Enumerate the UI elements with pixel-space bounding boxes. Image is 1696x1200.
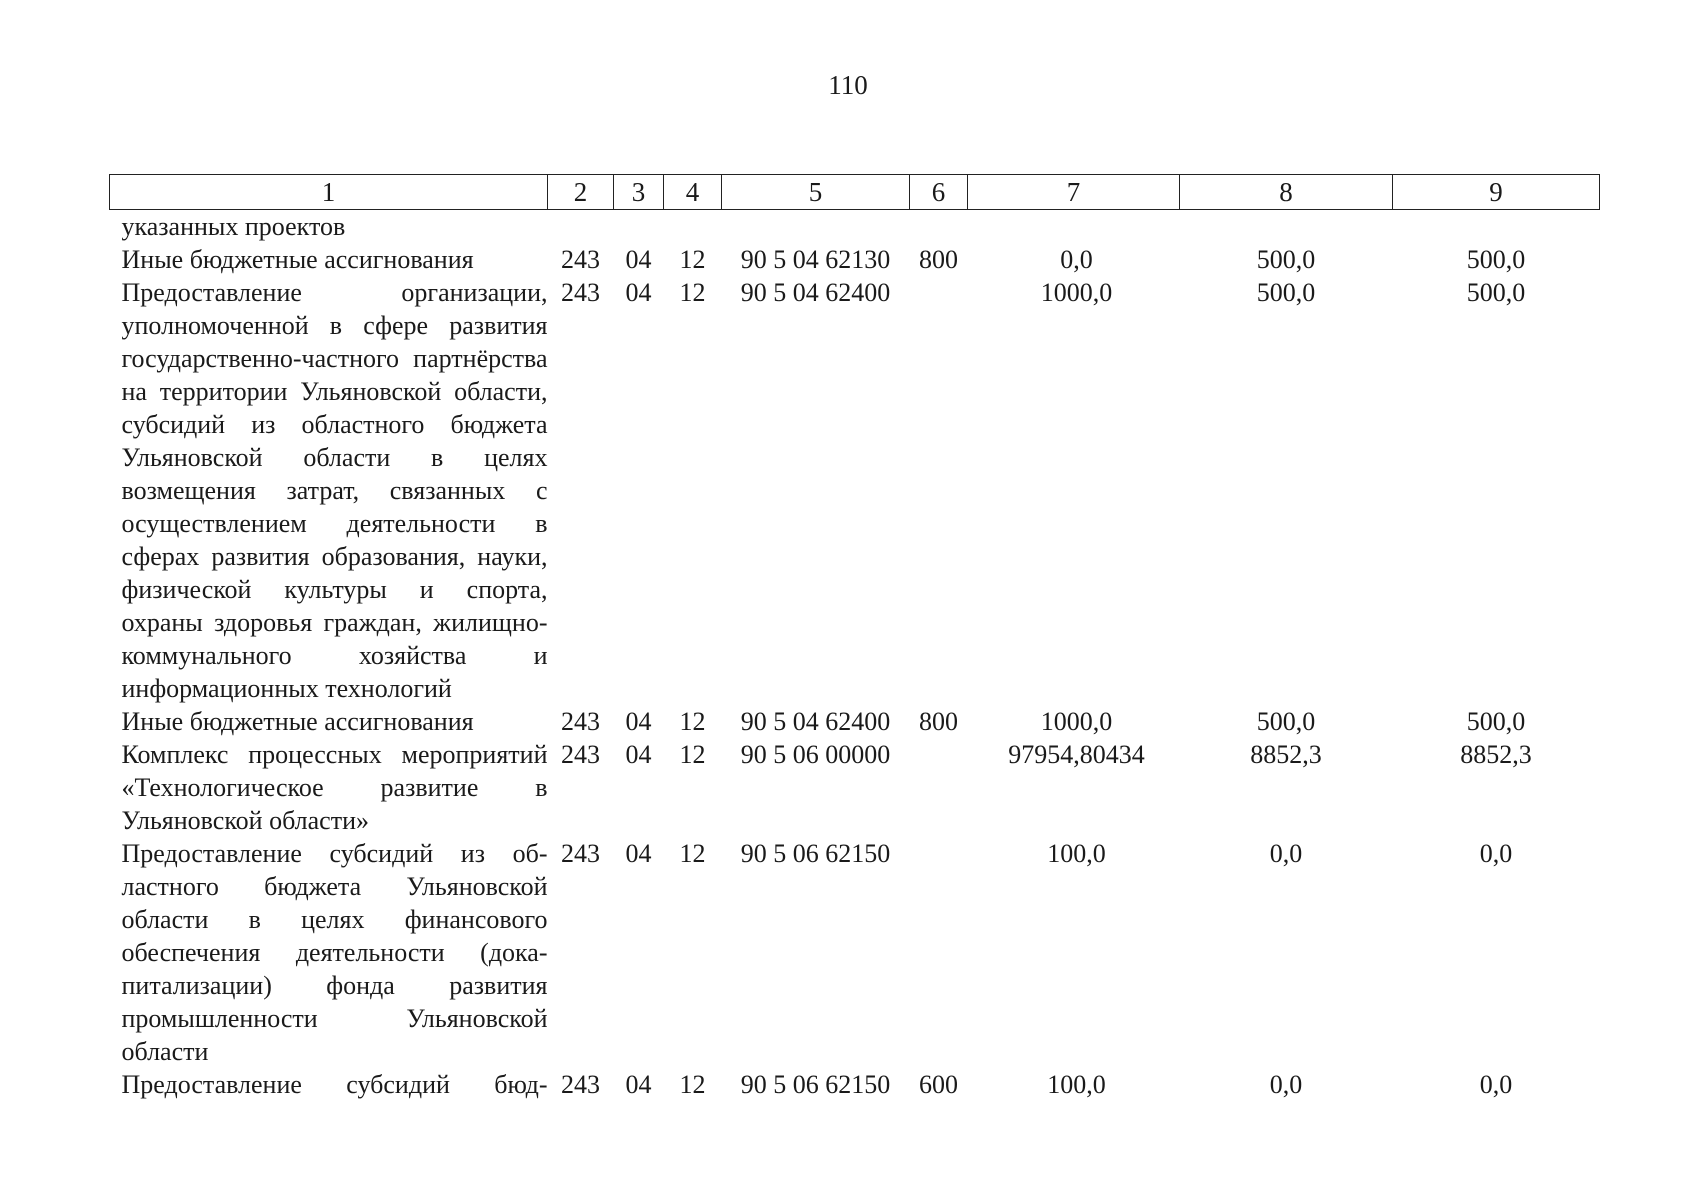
cell-col6 bbox=[910, 738, 968, 837]
cell-col8 bbox=[1180, 210, 1393, 244]
cell-col2: 243 bbox=[561, 839, 600, 868]
cell-col8: 0,0 bbox=[1269, 839, 1303, 868]
cell-col6: 800 bbox=[919, 245, 958, 274]
cell-col9: 500,0 bbox=[1466, 245, 1526, 274]
cell-col3: 04 bbox=[625, 839, 652, 868]
cell-col8: 8852,3 bbox=[1250, 740, 1322, 769]
cell-col3: 04 bbox=[625, 278, 652, 307]
column-header-1: 1 bbox=[110, 175, 548, 210]
table-body bbox=[110, 210, 1600, 1102]
cell-col3: 04 bbox=[625, 1070, 652, 1099]
column-header-8: 8 bbox=[1180, 175, 1393, 210]
header-row bbox=[110, 175, 1600, 210]
cell-col9: 500,0 bbox=[1466, 707, 1526, 736]
row-name: Предоставление организации, уполномоченной в сфере развития государственно-частного партнёрства на территории Ульяновской области, субсидий из областного бюджета Ульяновской области в целях возмещения затрат, связанных с осуществлением деятельности в сферах развития образования, науки, физической культуры и спорта, охраны здоровья граждан, жилищно-коммунального хозяйства и информационных технологий bbox=[121, 278, 548, 703]
cell-col2: 243 bbox=[561, 740, 600, 769]
table-row bbox=[110, 705, 1600, 738]
cell-col7: 100,0 bbox=[1047, 839, 1106, 868]
column-header-7: 7 bbox=[968, 175, 1180, 210]
cell-col4: 12 bbox=[679, 1070, 706, 1099]
table-row bbox=[110, 1068, 1600, 1101]
cell-col9: 0,0 bbox=[1479, 1070, 1513, 1099]
budget-table bbox=[109, 174, 1600, 1101]
page-number: 110 bbox=[828, 70, 868, 100]
cell-col7: 100,0 bbox=[1047, 1070, 1106, 1099]
cell-col5 bbox=[722, 210, 910, 244]
table-row bbox=[110, 837, 1600, 1068]
cell-col2: 243 bbox=[561, 1070, 600, 1099]
cell-col9: 8852,3 bbox=[1460, 740, 1532, 769]
table-row bbox=[110, 738, 1600, 837]
cell-col3: 04 bbox=[625, 707, 652, 736]
cell-col2: 243 bbox=[561, 245, 600, 274]
column-header-4: 4 bbox=[664, 175, 722, 210]
cell-col4 bbox=[664, 210, 722, 244]
cell-col7: 1000,0 bbox=[1040, 278, 1113, 307]
row-name: Комплекс процессных мероприятий «Технологическое развитие в Ульяновской области» bbox=[121, 740, 548, 835]
cell-col8: 500,0 bbox=[1256, 707, 1316, 736]
column-header-6: 6 bbox=[910, 175, 968, 210]
cell-col3: 04 bbox=[625, 245, 652, 274]
cell-col7: 97954,80434 bbox=[1008, 740, 1145, 769]
cell-col5: 90 5 04 62130 bbox=[740, 245, 891, 274]
column-header-5: 5 bbox=[722, 175, 910, 210]
cell-col7: 0,0 bbox=[1060, 245, 1093, 274]
column-header-3: 3 bbox=[614, 175, 664, 210]
row-name: Предоставление субсидий из областного бюджета Ульяновской области в целях финансового обеспечения деятельности (докапитализации) фонда развития промышленности Ульяновской области bbox=[121, 839, 548, 1066]
table-row bbox=[110, 243, 1600, 276]
cell-col6 bbox=[910, 837, 968, 1068]
cell-col6: 800 bbox=[919, 707, 958, 736]
row-name: Иные бюджетные ассигнования bbox=[121, 245, 474, 274]
table-row bbox=[110, 210, 1600, 244]
column-header-2: 2 bbox=[548, 175, 614, 210]
row-name: Иные бюджетные ассигнования bbox=[121, 707, 474, 736]
cell-col8: 0,0 bbox=[1269, 1070, 1303, 1099]
cell-col5: 90 5 06 62150 bbox=[740, 839, 891, 868]
cell-col8: 500,0 bbox=[1256, 245, 1316, 274]
cell-col5: 90 5 06 62150 bbox=[740, 1070, 891, 1099]
cell-col9: 500,0 bbox=[1466, 278, 1526, 307]
cell-col7 bbox=[968, 210, 1180, 244]
cell-col4: 12 bbox=[679, 707, 706, 736]
cell-col4: 12 bbox=[679, 245, 706, 274]
cell-col4: 12 bbox=[679, 740, 706, 769]
cell-col2: 243 bbox=[561, 707, 600, 736]
cell-col6 bbox=[910, 210, 968, 244]
column-header-9: 9 bbox=[1393, 175, 1600, 210]
cell-col3: 04 bbox=[625, 740, 652, 769]
cell-col6 bbox=[910, 276, 968, 705]
cell-col4: 12 bbox=[679, 278, 706, 307]
table-row bbox=[110, 276, 1600, 705]
cell-col2 bbox=[548, 210, 614, 244]
cell-col9: 0,0 bbox=[1479, 839, 1513, 868]
cell-col5: 90 5 04 62400 bbox=[740, 707, 891, 736]
cell-col5: 90 5 04 62400 bbox=[740, 278, 891, 307]
cell-col6: 600 bbox=[919, 1070, 958, 1099]
cell-col8: 500,0 bbox=[1256, 278, 1316, 307]
cell-col7: 1000,0 bbox=[1040, 707, 1113, 736]
cell-col3 bbox=[614, 210, 664, 244]
cell-col5: 90 5 06 00000 bbox=[740, 740, 891, 769]
row-name: Предоставление субсидий бюд- bbox=[121, 1070, 548, 1099]
cell-col2: 243 bbox=[561, 278, 600, 307]
cell-col4: 12 bbox=[679, 839, 706, 868]
table-header bbox=[110, 175, 1600, 210]
cell-col9 bbox=[1393, 210, 1600, 244]
row-name: указанных проектов bbox=[121, 212, 346, 241]
